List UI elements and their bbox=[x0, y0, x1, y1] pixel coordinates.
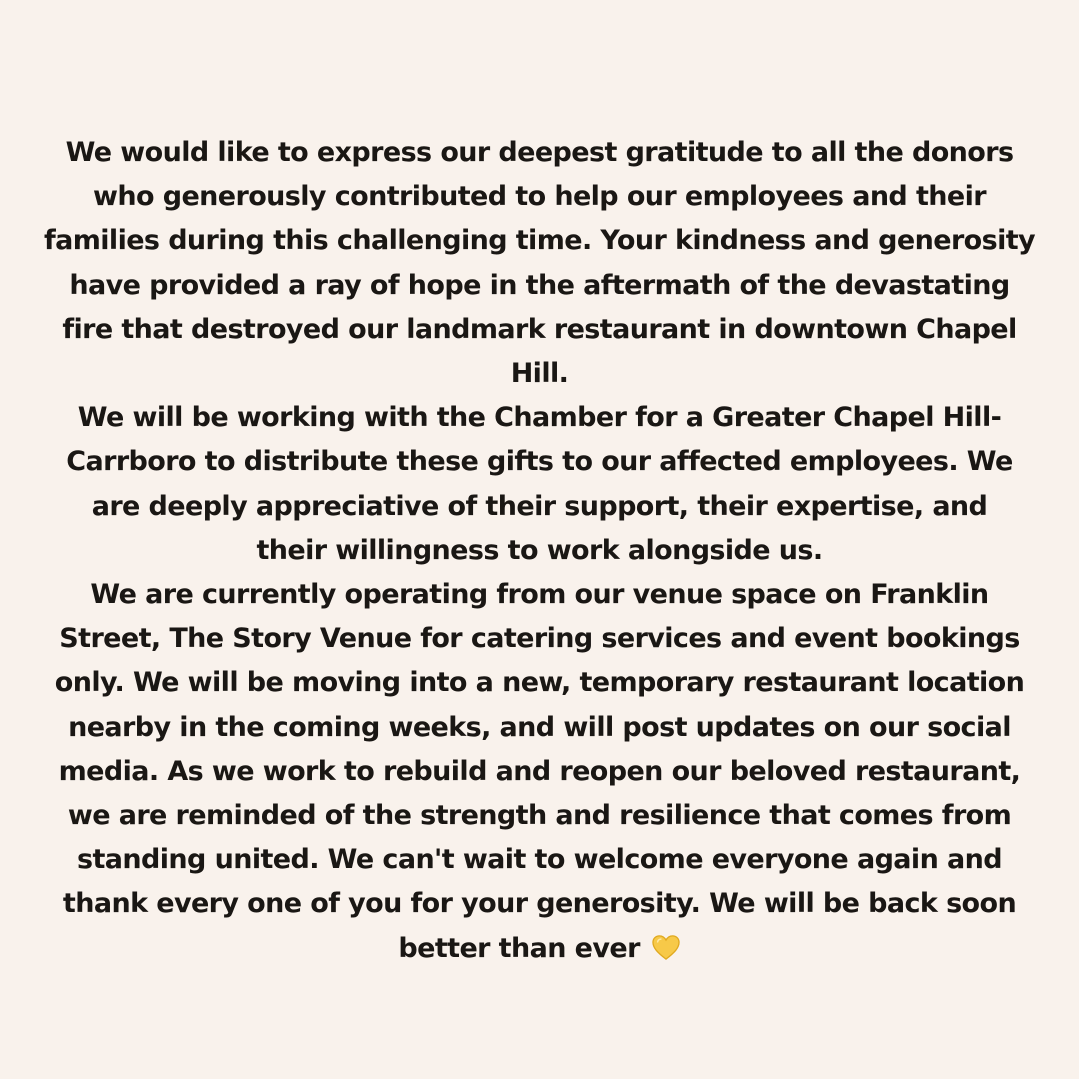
statement-line: We are currently operating from our venue space on Franklin bbox=[90, 579, 989, 611]
statement-last-line bbox=[14, 927, 1065, 971]
statement-line: Street, The Story Venue for catering services and event bookings bbox=[59, 623, 1020, 655]
statement-closing-text: better than ever bbox=[398, 932, 640, 964]
statement-line: thank every one of you for your generosity. We will be back soon bbox=[62, 888, 1017, 920]
statement-line: fire that destroyed our landmark restaurant in downtown Chapel bbox=[62, 313, 1017, 345]
statement-line: are deeply appreciative of their support, their expertise, and bbox=[91, 490, 988, 522]
statement-line: have provided a ray of hope in the aftermath of the devastating bbox=[69, 269, 1010, 301]
statement-line: nearby in the coming weeks, and will post updates on our social bbox=[68, 711, 1011, 743]
statement-line: Carrboro to distribute these gifts to our affected employees. We bbox=[66, 446, 1013, 478]
statement-line: media. As we work to rebuild and reopen our beloved restaurant, bbox=[58, 755, 1021, 787]
statement-line: who generously contributed to help our employees and their bbox=[93, 181, 986, 213]
statement-line: We would like to express our deepest gratitude to all the donors bbox=[65, 137, 1014, 168]
gratitude-statement bbox=[14, 131, 1065, 971]
statement-line: we are reminded of the strength and resilience that comes from bbox=[67, 800, 1012, 832]
statement-line: families during this challenging time. Your kindness and generosity bbox=[43, 225, 1036, 257]
yellow-heart-icon bbox=[651, 934, 681, 961]
statement-line: We will be working with the Chamber for a Greater Chapel Hill- bbox=[77, 402, 1002, 434]
statement-line: their willingness to work alongside us. bbox=[256, 534, 823, 566]
statement-line: Hill. bbox=[510, 358, 569, 390]
statement-line: only. We will be moving into a new, temporary restaurant location bbox=[54, 667, 1025, 699]
statement-line: standing united. We can't wait to welcome everyone again and bbox=[77, 844, 1002, 876]
